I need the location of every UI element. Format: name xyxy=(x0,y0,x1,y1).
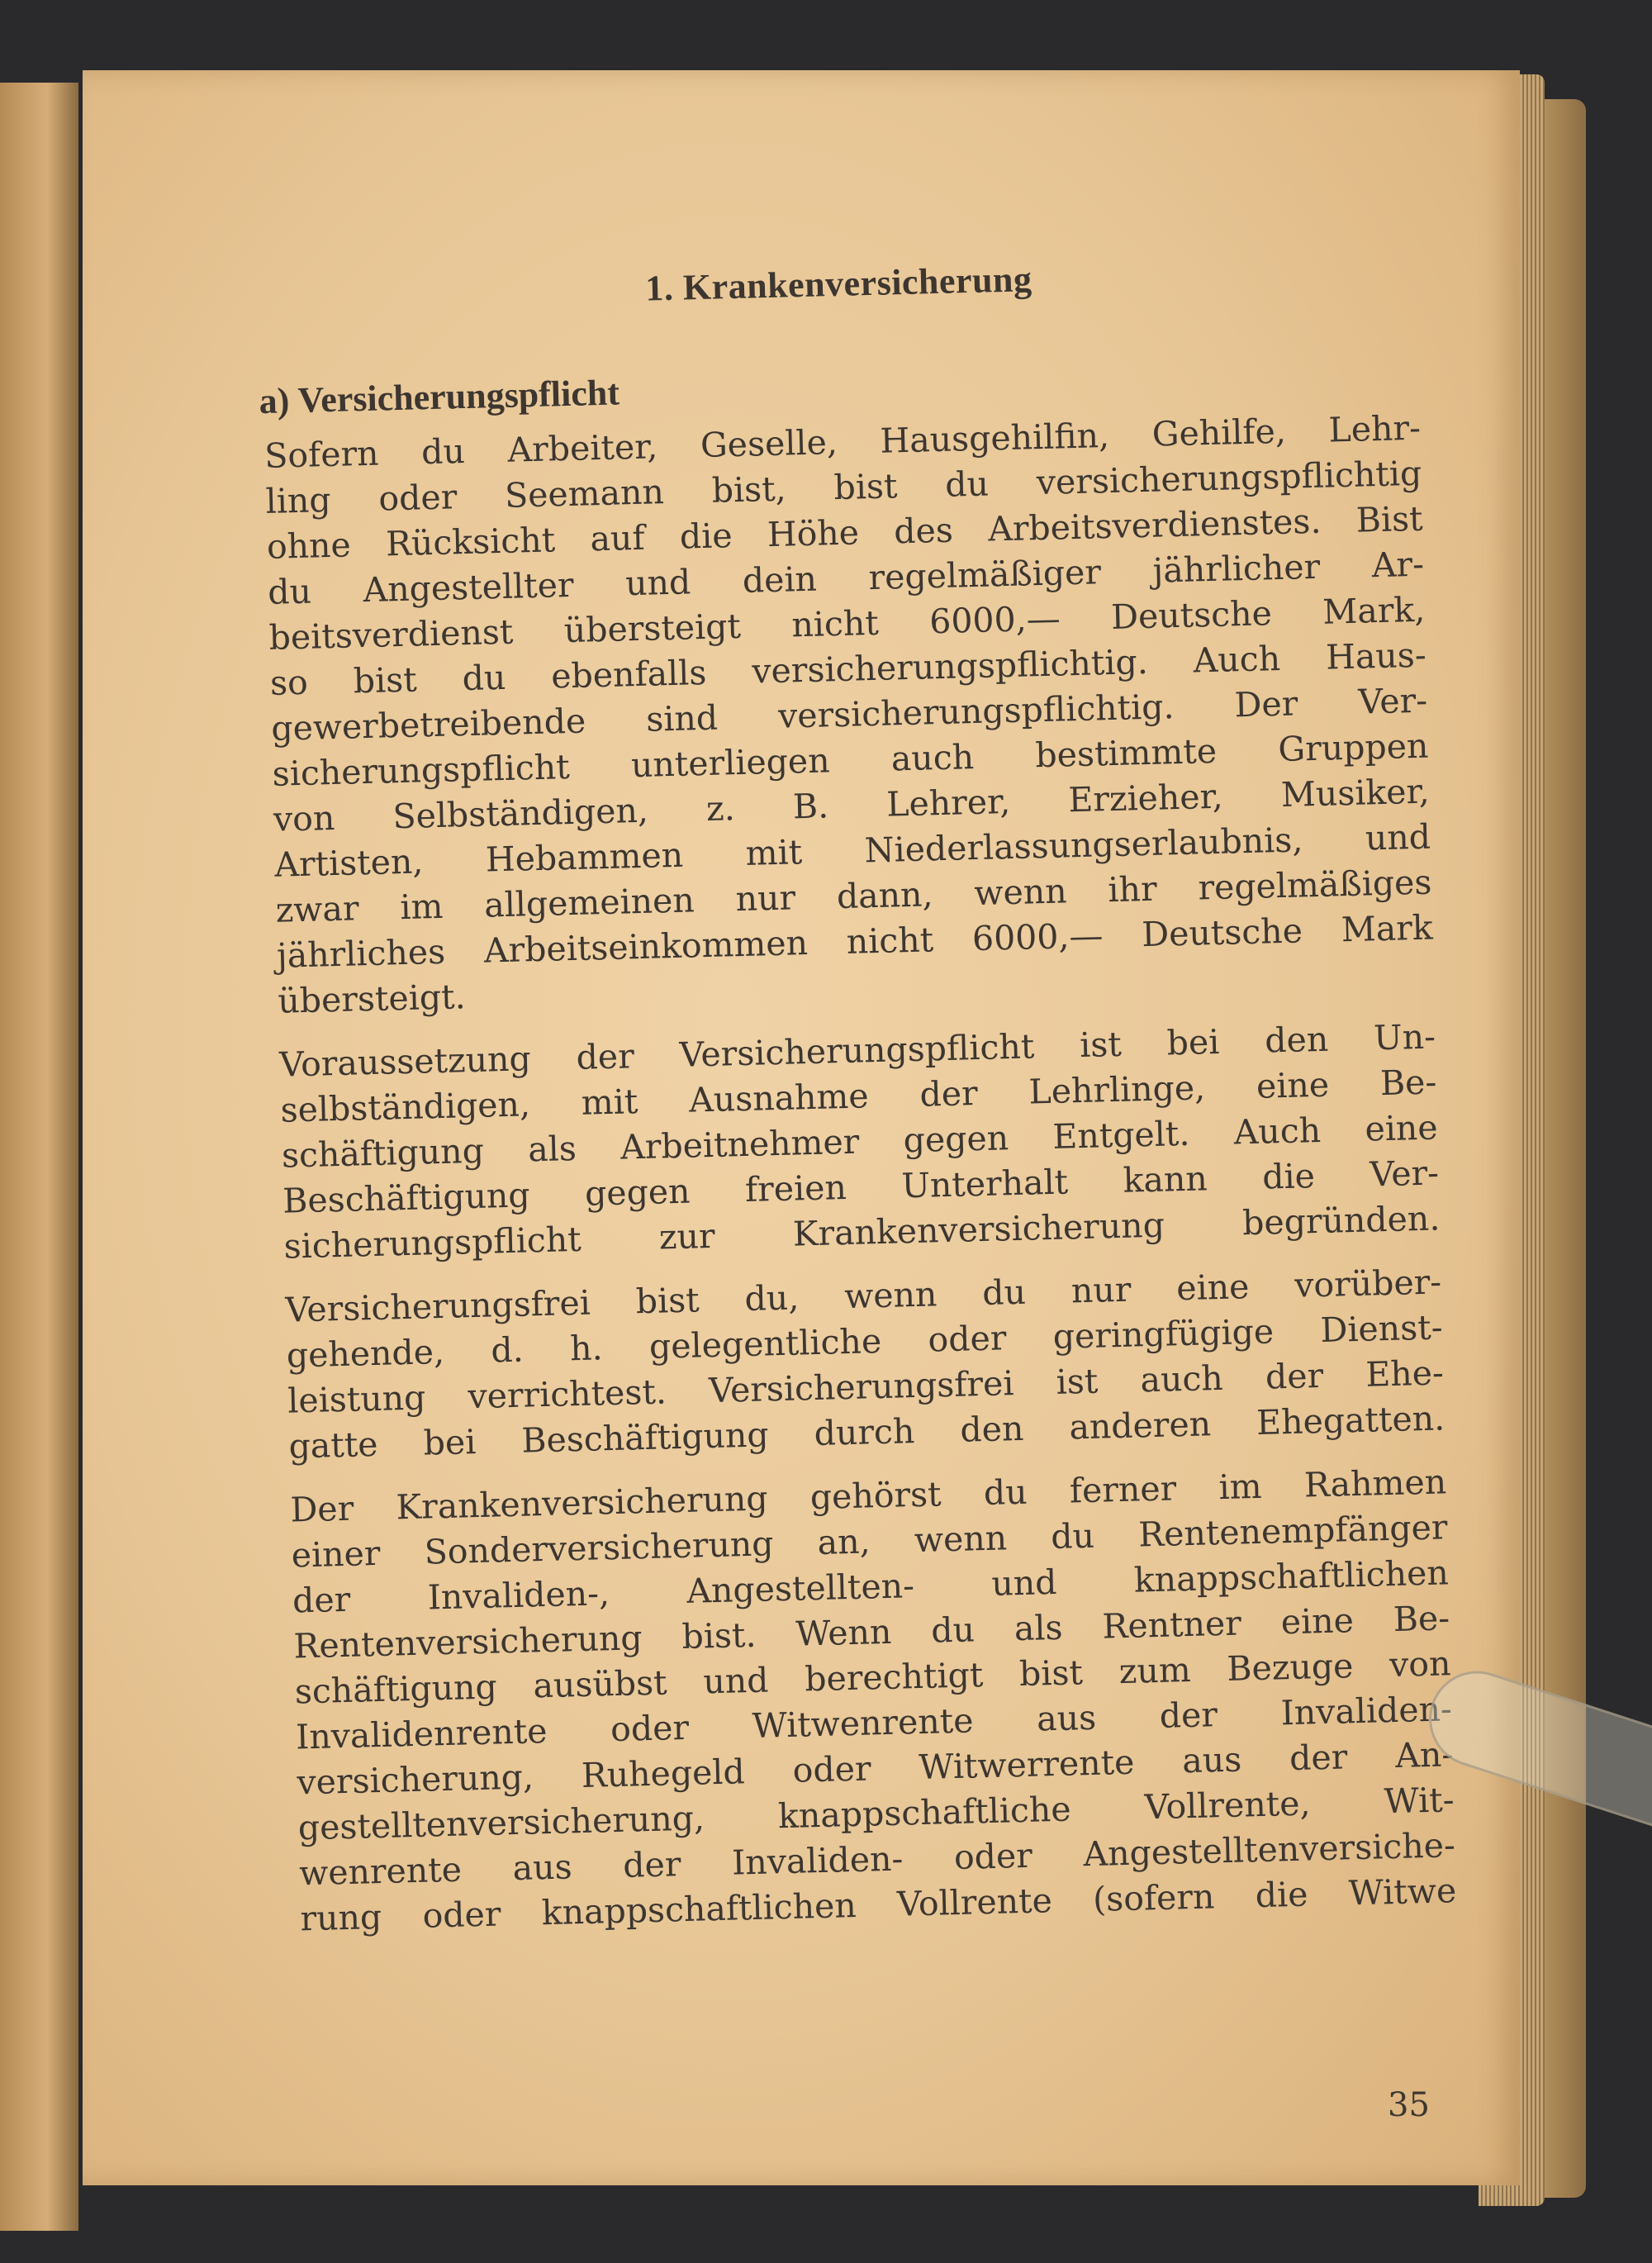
subsection-heading: a) Versicherungspflicht xyxy=(259,372,620,422)
text-line: gehende, d. h. gelegentliche oder geringfügige Dienst- xyxy=(286,1307,1444,1376)
text-line: beitsverdienst übersteigt nicht 6000,— Deutsche Mark, xyxy=(268,589,1426,658)
text-line: Rentenversicherung bist. Wenn du als Rentner eine Be- xyxy=(292,1598,1450,1666)
left-page-edge xyxy=(0,83,78,2231)
text-line: gestelltenversicherung, knappschaftliche Vollrente, Wit- xyxy=(297,1780,1455,1848)
text-line: du Angestellter und dein regelmäßiger jährlicher Ar- xyxy=(267,544,1425,612)
book-page xyxy=(83,70,1520,2185)
text-line: Invalidenrente oder Witwenrente aus der Invaliden- xyxy=(295,1689,1453,1757)
text-line: gatte bei Beschäftigung durch den anderen Ehegatten. xyxy=(288,1398,1446,1467)
text-line: ling oder Seemann bist, bist du versicherungspflichtig xyxy=(265,453,1422,521)
text-line: rung oder knappschaftlichen Vollrente (sofern die Witwe xyxy=(299,1871,1457,1939)
text-line: sicherungspflicht unterliegen auch bestimmte Gruppen xyxy=(272,725,1429,794)
page-number: 35 xyxy=(1388,2086,1430,2124)
text-line: Artisten, Hebammen mit Niederlassungserlaubnis, und xyxy=(273,816,1431,885)
paragraph xyxy=(285,1259,1446,1469)
text-line: wenrente aus der Invaliden- oder Angestelltenversiche- xyxy=(298,1825,1456,1894)
paragraph xyxy=(264,406,1435,1025)
text-line: einer Sonderversicherung an, wenn du Rentenempfänger xyxy=(291,1507,1448,1576)
text-line: so bist du ebenfalls versicherungspflichtig. Auch Haus- xyxy=(269,635,1427,703)
text-line: von Selbständigen, z. B. Lehrer, Erzieher, Musiker, xyxy=(273,771,1431,839)
page-content xyxy=(259,249,1457,1939)
text-line: Sofern du Arbeiter, Geselle, Hausgehilfin, Gehilfe, Lehr- xyxy=(263,407,1422,476)
text-line: der Invaliden-, Angestellten- und knappschaftlichen xyxy=(292,1552,1450,1621)
text-line: gewerbetreibende sind versicherungspflichtig. Der Ver- xyxy=(270,680,1428,749)
section-heading: 1. Krankenversicherung xyxy=(644,259,1032,309)
paragraph xyxy=(279,1015,1441,1270)
text-line: versicherung, Ruhegeld oder Witwerrente aus der An- xyxy=(296,1734,1454,1803)
body-text xyxy=(264,406,1458,1961)
text-line: selbständigen, mit Ausnahme der Lehrlinge, eine Be- xyxy=(280,1062,1437,1130)
text-line: sicherungspflicht zur Krankenversicherung begründen. xyxy=(283,1198,1441,1267)
text-line: ohne Rücksicht auf die Höhe des Arbeitsverdienstes. Bist xyxy=(266,498,1424,567)
text-line: Versicherungsfrei bist du, wenn du nur eine vorüber- xyxy=(284,1262,1442,1330)
text-line: Der Krankenversicherung gehörst du ferner im Rahmen xyxy=(289,1462,1447,1530)
text-line: übersteigt. xyxy=(277,977,467,1021)
paragraph xyxy=(290,1459,1457,1942)
text-line: schäftigung ausübst und berechtigt bist zum Bezuge von xyxy=(294,1643,1451,1712)
text-line: jährliches Arbeitseinkommen nicht 6000,— Deutsche Mark xyxy=(276,907,1434,976)
text-line: Beschäftigung gegen freien Unterhalt kann die Ver- xyxy=(282,1153,1440,1221)
text-line: leistung verrichtest. Versicherungsfrei ist auch der Ehe- xyxy=(287,1353,1445,1421)
text-line: zwar im allgemeinen nur dann, wenn ihr regelmäßiges xyxy=(275,862,1432,930)
text-line: schäftigung als Arbeitnehmer gegen Entgelt. Auch eine xyxy=(281,1107,1439,1176)
text-line: Voraussetzung der Versicherungspflicht ist bei den Un- xyxy=(278,1016,1436,1085)
